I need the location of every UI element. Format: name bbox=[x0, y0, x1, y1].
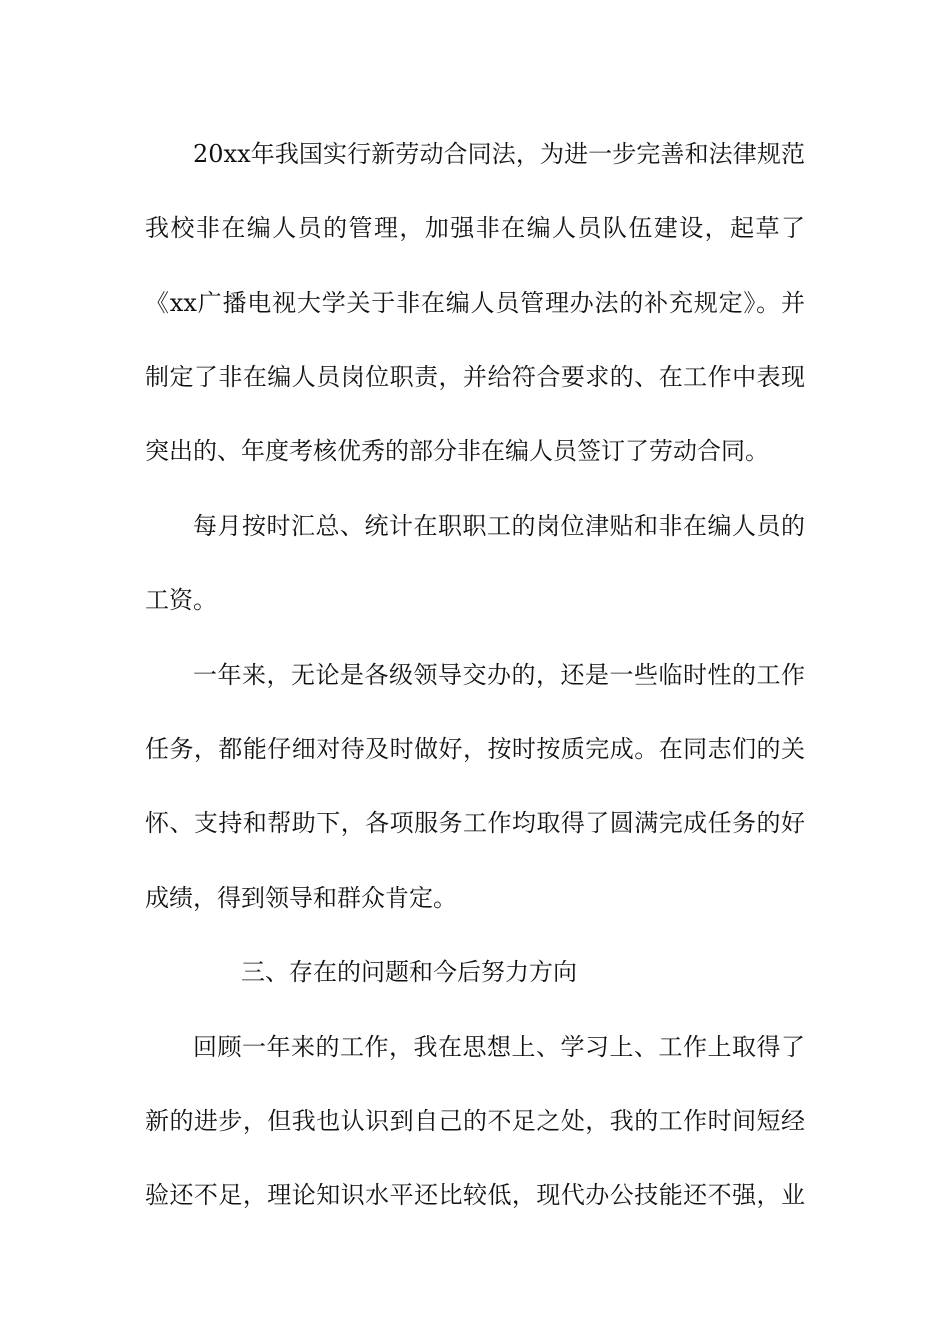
paragraph-line: 新的进步，但我也认识到自己的不足之处，我的工作时间短经 bbox=[145, 1107, 805, 1135]
paragraph-line: 《xx广播电视大学关于非在编人员管理办法的补充规定》。并 bbox=[145, 289, 805, 317]
paragraph-line: 验还不足，理论知识水平还比较低，现代办公技能还不强，业 bbox=[145, 1181, 805, 1209]
paragraph-line: 一年来，无论是各级领导交办的，还是一些临时性的工作 bbox=[193, 661, 805, 689]
section-heading: 三、存在的问题和今后努力方向 bbox=[241, 958, 577, 986]
paragraph-line: 回顾一年来的工作，我在思想上、学习上、工作上取得了 bbox=[193, 1033, 805, 1061]
paragraph-line: 任务，都能仔细对待及时做好，按时按质完成。在同志们的关 bbox=[145, 735, 805, 763]
paragraph-line: 我校非在编人员的管理，加强非在编人员队伍建设，起草了 bbox=[145, 214, 805, 242]
paragraph-line: 每月按时汇总、统计在职职工的岗位津贴和非在编人员的 bbox=[193, 512, 805, 540]
paragraph-line: 突出的、年度考核优秀的部分非在编人员签订了劳动合同。 bbox=[145, 437, 769, 465]
paragraph-line: 制定了非在编人员岗位职责，并给符合要求的、在工作中表现 bbox=[145, 363, 805, 391]
paragraph-line: 工资。 bbox=[145, 586, 217, 614]
paragraph-line: 20xx年我国实行新劳动合同法，为进一步完善和法律规范 bbox=[193, 140, 805, 168]
paragraph-line: 成绩，得到领导和群众肯定。 bbox=[145, 884, 457, 912]
paragraph-line: 怀、支持和帮助下，各项服务工作均取得了圆满完成任务的好 bbox=[145, 809, 805, 837]
